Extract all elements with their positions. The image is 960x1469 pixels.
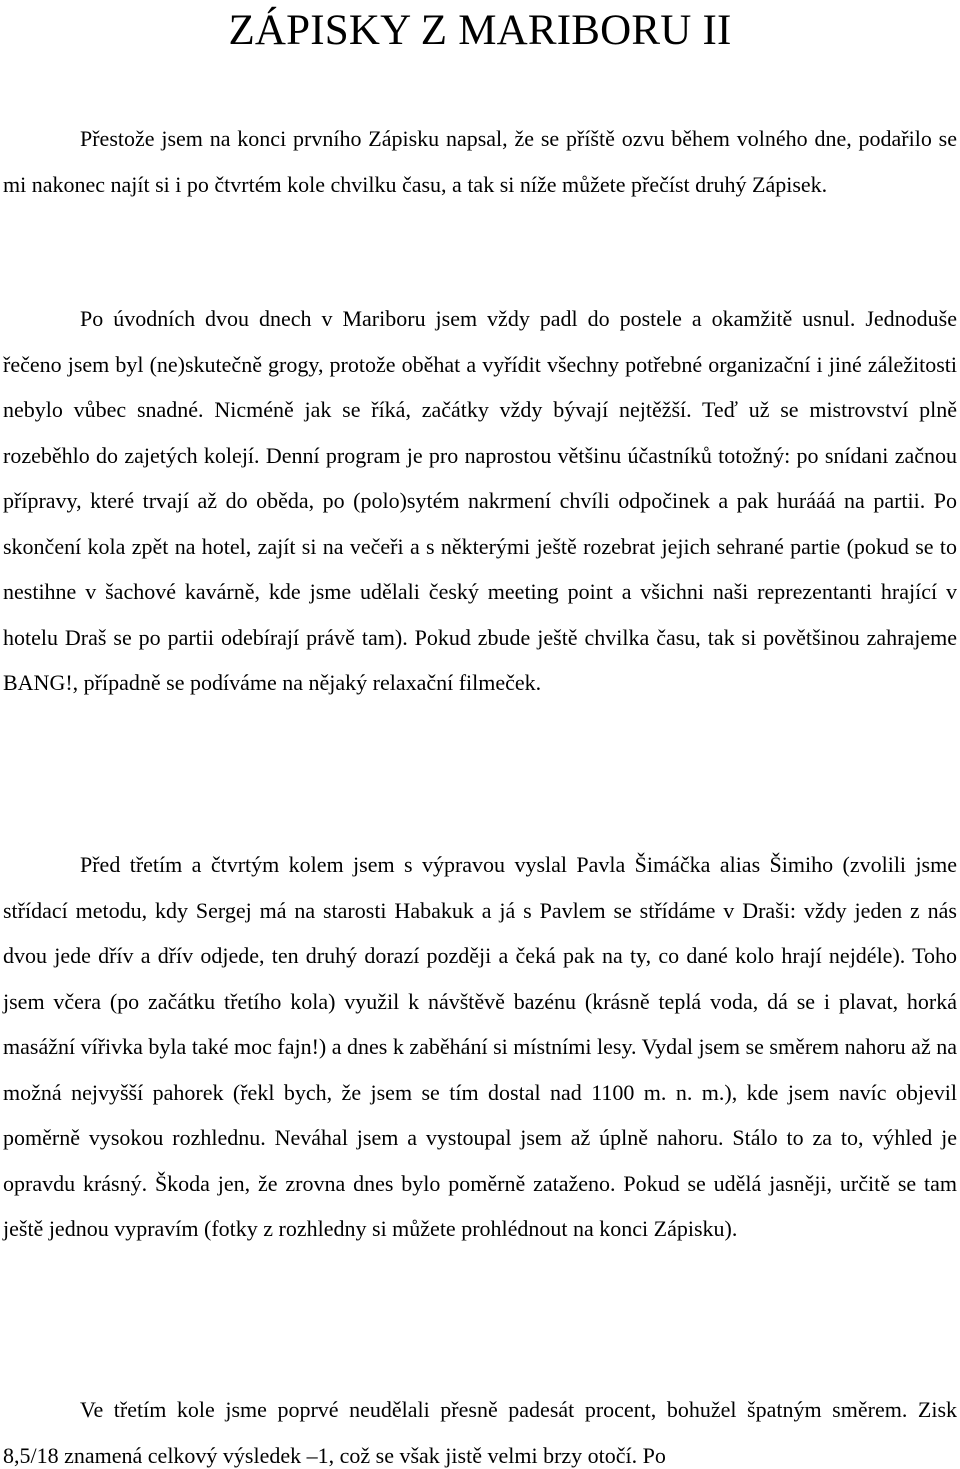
paragraph-third-round-result: Ve třetím kole jsme poprvé neudělali přesně padesát procent, bohužel špatným směrem. Zisk 8,5/18 znamená celkový výsledek –1, což se však jistě velmi brzy otočí. Po: [3, 1397, 957, 1468]
paragraph-intro: Přestože jsem na konci prvního Zápisku napsal, že se příště ozvu během volného dne, podařilo se mi nakonec najít si i po čtvrtém kole chvilku času, a tak si níže můžete přečíst druhý Zápisek.: [3, 126, 957, 197]
paragraph-pool-and-lookout-tower: Před třetím a čtvrtým kolem jsem s výpravou vyslal Pavla Šimáčka alias Šimiho (zvolili jsme střídací metodu, kdy Sergej má na starosti Habakuk a já s Pavlem se střídáme v Draši: vždy jeden z nás dvou jede dřív a dřív odjede, ten druhý dorazí později a čeká pak na ty, co dané kolo hrají nejdéle). Toho jsem včera (po začátku třetího kola) využil k návštěvě bazénu (krásně teplá voda, dá se i plavat, horká masážní vířivka byla také moc fajn!) a dnes k zaběhání si místními lesy. Vydal jsem se směrem nahoru až na možná nejvyšší pahorek (řekl bych, že jsem se tím dostal nad 1100 m. n. m.), kde jsem navíc objevil poměrně vysokou rozhlednu. Neváhal jsem a vystoupal jsem až úplně nahoru. Stálo to za to, výhled je opravdu krásný. Škoda jen, že zrovna dnes bylo poměrně zataženo. Pokud se udělá jasněji, určitě se tam ještě jednou vypravím (fotky z rozhledny si můžete prohlédnout na konci Zápisku).: [3, 852, 957, 1241]
document-title: ZÁPISKY Z MARIBORU II: [228, 7, 732, 54]
paragraph-daily-program: Po úvodních dvou dnech v Mariboru jsem vždy padl do postele a okamžitě usnul. Jednoduše řečeno jsem byl (ne)skutečně grogy, protože oběhat a vyřídit všechny potřebné organizační i jiné záležitosti nebylo vůbec snadné. Nicméně jak se říká, začátky vždy bývají nejtěžší. Teď už se mistrovství plně rozeběhlo do zajetých kolejí. Denní program je pro naprostou většinu účastníků totožný: po snídani začnou přípravy, které trvají až do oběda, po (polo)sytém nakrmení chvíli odpočinek a pak hurááá na partii. Po skončení kola zpět na hotel, zajít si na večeři a s některými ještě rozebrat jejich sehrané partie (pokud se to nestihne v šachové kavárně, kde jsme udělali český meeting point a všichni naši reprezentanti hrající v hotelu Draš se po partii odebírají právě tam). Pokud zbude ještě chvilka času, tak si povětšinou zahrajeme BANG!, případně se podíváme na nějaký relaxační filmeček.: [3, 306, 957, 695]
